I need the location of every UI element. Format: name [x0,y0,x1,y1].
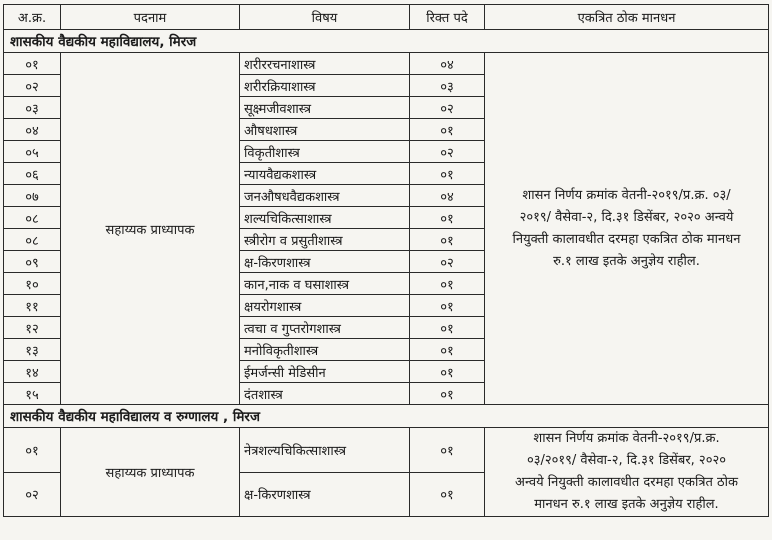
cell-sr: १२ [4,317,61,339]
cell-sr: ०३ [4,97,61,119]
cell-sr: ०१ [4,428,61,473]
honorarium-note-line: ०३/२०१९/ वैसेवा-२, दि.३१ डिसेंबर, २०२० [526,453,726,468]
cell-vacancies: ०१ [410,428,485,473]
section-title: शासकीय वैद्यकीय महाविद्यालय व रुग्णालय , मिरज [4,405,769,428]
cell-honorarium-note [485,428,769,517]
header-sr: अ.क्र. [4,5,61,30]
honorarium-note-line: मानधन रु.१ लाख इतके अनुज्ञेय राहील. [534,497,719,512]
cell-subject: शल्यचिकित्साशास्त्र [240,207,410,229]
cell-vacancies: ०४ [410,185,485,207]
cell-vacancies: ०२ [410,141,485,163]
cell-vacancies: ०१ [410,163,485,185]
cell-post: सहाय्यक प्राध्यापक [61,428,240,517]
cell-vacancies: ०३ [410,75,485,97]
cell-subject: शरीरक्रियाशास्त्र [240,75,410,97]
cell-vacancies: ०१ [410,207,485,229]
cell-subject: त्वचा व गुप्तरोगशास्त्र [240,317,410,339]
cell-vacancies: ०१ [410,361,485,383]
header-honorarium: एकत्रित ठोक मानधन [485,5,769,30]
cell-subject: कान,नाक व घसाशास्त्र [240,273,410,295]
cell-subject: विकृतीशास्त्र [240,141,410,163]
header-vacancies: रिक्त पदे [410,5,485,30]
header-post: पदनाम [61,5,240,30]
cell-vacancies: ०१ [410,229,485,251]
honorarium-note-text [515,428,738,516]
cell-sr: १० [4,273,61,295]
cell-honorarium-note [485,53,769,405]
section-row [4,405,769,428]
cell-vacancies: ०२ [410,251,485,273]
honorarium-note-line: २०१९/ वैसेवा-२, दि.३१ डिसेंबर, २०२० अन्वये [519,209,734,225]
cell-vacancies: ०४ [410,53,485,75]
cell-sr: ०१ [4,53,61,75]
cell-sr: ०८ [4,229,61,251]
cell-sr: १४ [4,361,61,383]
cell-subject: सूक्ष्मजीवशास्त्र [240,97,410,119]
cell-sr: ०४ [4,119,61,141]
table-row [4,428,769,473]
cell-sr: १५ [4,383,61,405]
cell-subject: शरीररचनाशास्त्र [240,53,410,75]
cell-sr: ११ [4,295,61,317]
section-title: शासकीय वैद्यकीय महाविद्यालय, मिरज [4,30,769,53]
cell-sr: ०७ [4,185,61,207]
honorarium-note-text [513,185,741,273]
section-row [4,30,769,53]
honorarium-note-line: शासन निर्णय क्रमांक वेतनी-२०१९/प्र.क्र. ०३/ [522,187,731,203]
cell-subject: ईमर्जन्सी मेडिसीन [240,361,410,383]
honorarium-note-line: रु.१ लाख इतके अनुज्ञेय राहील. [553,253,700,269]
table-row [4,53,769,75]
cell-sr: ०२ [4,75,61,97]
honorarium-note-line: शासन निर्णय क्रमांक वेतनी-२०१९/प्र.क्र. [533,431,720,446]
cell-vacancies: ०१ [410,273,485,295]
cell-vacancies: ०१ [410,119,485,141]
cell-vacancies: ०१ [410,295,485,317]
honorarium-note-line: अन्वये नियुक्ती कालावधीत दरमहा एकत्रित ठोक [515,475,738,490]
cell-subject: स्त्रीरोग व प्रसुतीशास्त्र [240,229,410,251]
cell-subject: मनोविकृतीशास्त्र [240,339,410,361]
cell-sr: ०९ [4,251,61,273]
cell-subject: क्ष-किरणशास्त्र [240,251,410,273]
cell-sr: ०८ [4,207,61,229]
cell-vacancies: ०१ [410,339,485,361]
cell-vacancies: ०२ [410,97,485,119]
cell-vacancies: ०१ [410,472,485,517]
cell-subject: दंतशास्त्र [240,383,410,405]
cell-subject: नेत्रशल्यचिकित्साशास्त्र [240,428,410,473]
honorarium-note-line: नियुक्ती कालावधीत दरमहा एकत्रित ठोक मानधन [512,231,741,247]
cell-sr: १३ [4,339,61,361]
cell-sr: ०२ [4,472,61,517]
cell-vacancies: ०१ [410,317,485,339]
cell-post: सहाय्यक प्राध्यापक [61,53,240,405]
cell-subject: जनऔषधवैद्यकशास्त्र [240,185,410,207]
cell-sr: ०६ [4,163,61,185]
vacancy-table [3,4,769,517]
header-subject: विषय [240,5,410,30]
table-header-row [4,5,769,30]
cell-subject: औषधशास्त्र [240,119,410,141]
cell-subject: क्ष-किरणशास्त्र [240,472,410,517]
cell-subject: न्यायवैद्यकशास्त्र [240,163,410,185]
cell-sr: ०५ [4,141,61,163]
cell-vacancies: ०१ [410,383,485,405]
cell-subject: क्षयरोगशास्त्र [240,295,410,317]
